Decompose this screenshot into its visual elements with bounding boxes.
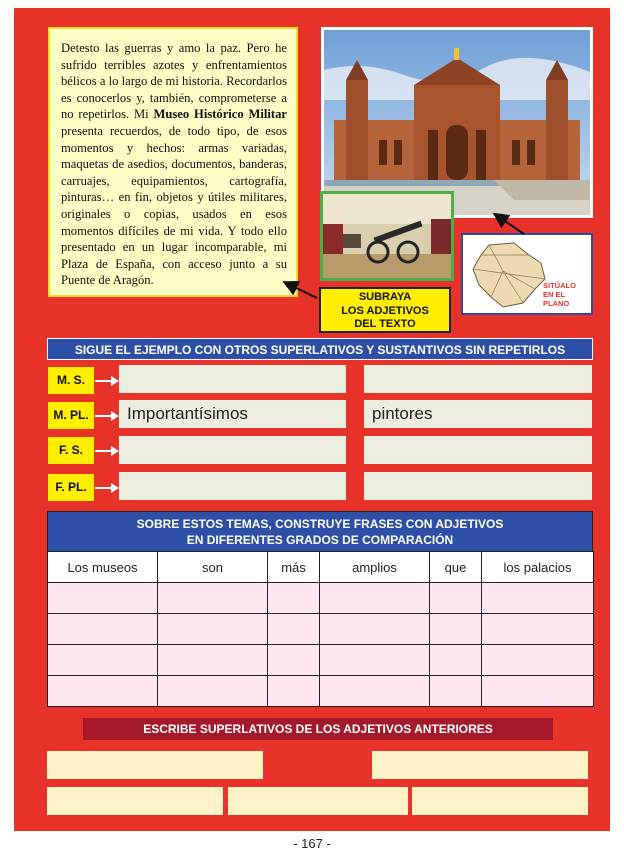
superlative-answer-field[interactable]	[228, 787, 408, 815]
example-cell: que	[430, 552, 482, 583]
exercise3-title: ESCRIBE SUPERLATIVOS DE LOS ADJETIVOS ANTERIORES	[83, 718, 553, 740]
mpl-adjective-field[interactable]: Importantísimos	[119, 400, 346, 428]
table-cell[interactable]	[158, 676, 268, 707]
arrow-right-icon	[93, 474, 121, 501]
arrow-right-icon	[93, 437, 121, 464]
superlative-answer-field[interactable]	[412, 787, 588, 815]
table-cell[interactable]	[320, 614, 430, 645]
subraya-line2: LOS ADJETIVOS	[341, 304, 429, 317]
superlative-answer-field[interactable]	[372, 751, 588, 779]
table-cell[interactable]	[158, 614, 268, 645]
table-cell[interactable]	[268, 583, 320, 614]
tag-fs: F. S.	[48, 437, 94, 464]
fs-noun-field[interactable]	[364, 436, 592, 464]
tag-mpl: M. PL.	[48, 402, 94, 429]
fs-adjective-field[interactable]	[119, 436, 346, 464]
arrow-to-text	[286, 283, 317, 298]
exercise2-title	[47, 511, 593, 551]
reading-part-1: Detesto las guerras y amo la paz. Pero he sufrido terribles azotes y enfrentamientos bélicos a lo largo de mi historia. Recordarlos es conocerlos y, también, comprometerse a no repetirlos. Mi	[61, 41, 287, 122]
table-cell[interactable]	[320, 645, 430, 676]
arrow-right-icon	[93, 402, 121, 429]
map-label-line1: SITÚALO	[543, 281, 576, 290]
table-cell[interactable]	[48, 676, 158, 707]
superlative-answer-field[interactable]	[47, 787, 223, 815]
table-cell[interactable]	[48, 645, 158, 676]
table-cell[interactable]	[430, 676, 482, 707]
table-cell[interactable]	[482, 614, 594, 645]
table-cell[interactable]	[482, 583, 594, 614]
subraya-line1: SUBRAYA	[358, 291, 412, 303]
table-cell[interactable]	[268, 645, 320, 676]
table-cell[interactable]	[430, 645, 482, 676]
table-row-example	[48, 552, 594, 583]
fpl-noun-field[interactable]	[364, 472, 592, 500]
reading-bold-museum: Museo Histórico Militar	[153, 107, 287, 122]
tag-fpl: F. PL.	[48, 474, 94, 501]
table-cell[interactable]	[48, 614, 158, 645]
arrow-right-icon	[93, 367, 121, 394]
comparison-table	[47, 511, 593, 707]
ms-noun-field[interactable]	[364, 365, 592, 393]
table-row	[48, 645, 594, 676]
table-cell[interactable]	[320, 583, 430, 614]
table-cell[interactable]	[320, 676, 430, 707]
example-cell: Los museos	[48, 552, 158, 583]
table-cell[interactable]	[158, 583, 268, 614]
example-cell: amplios	[320, 552, 430, 583]
page-number: - 167 -	[293, 836, 331, 851]
pointer-arrows	[14, 8, 610, 338]
ms-adjective-field[interactable]	[119, 365, 346, 393]
table-cell[interactable]	[268, 676, 320, 707]
underline-instruction	[319, 287, 451, 333]
comparison-grid	[47, 551, 594, 707]
map-label-line2: EN EL	[543, 290, 566, 299]
exercise2-title-line2: EN DIFERENTES GRADOS DE COMPARACIÓN	[186, 533, 454, 547]
table-cell[interactable]	[48, 583, 158, 614]
exercise2-title-line1: SOBRE ESTOS TEMAS, CONSTRUYE FRASES CON ADJETIVOS	[136, 517, 504, 531]
table-cell[interactable]	[482, 645, 594, 676]
superlative-answer-field[interactable]	[47, 751, 263, 779]
table-row	[48, 583, 594, 614]
fpl-adjective-field[interactable]	[119, 472, 346, 500]
exercise1-title: SIGUE EL EJEMPLO CON OTROS SUPERLATIVOS Y SUSTANTIVOS SIN REPETIRLOS	[47, 338, 593, 360]
table-cell[interactable]	[158, 645, 268, 676]
worksheet-page	[14, 8, 610, 831]
example-cell: los palacios	[482, 552, 594, 583]
table-cell[interactable]	[482, 676, 594, 707]
map-label-line3: PLANO	[543, 299, 570, 308]
table-cell[interactable]	[268, 614, 320, 645]
mpl-noun-field[interactable]: pintores	[364, 400, 592, 428]
table-row	[48, 614, 594, 645]
table-cell[interactable]	[430, 583, 482, 614]
subraya-line3: DEL TEXTO	[354, 318, 416, 330]
tag-ms: M. S.	[48, 367, 94, 394]
table-cell[interactable]	[430, 614, 482, 645]
reading-part-2: presenta recuerdos, de todo tipo, de esos momentos y hechos: armas variadas, maquetas de asedios, documentos, banderas, carruajes, equipamientos, cartografía, pinturas… en fin, objetos y útiles militares, originales o copias, usados en esos momentos difíciles de mi vida. Y todo ello presentado en un lugar incomparable, mi Plaza de España, con acceso junto a su Puente de Aragón.	[61, 123, 287, 288]
example-cell: son	[158, 552, 268, 583]
example-cell: más	[268, 552, 320, 583]
arrow-to-photo	[496, 215, 524, 234]
table-row	[48, 676, 594, 707]
